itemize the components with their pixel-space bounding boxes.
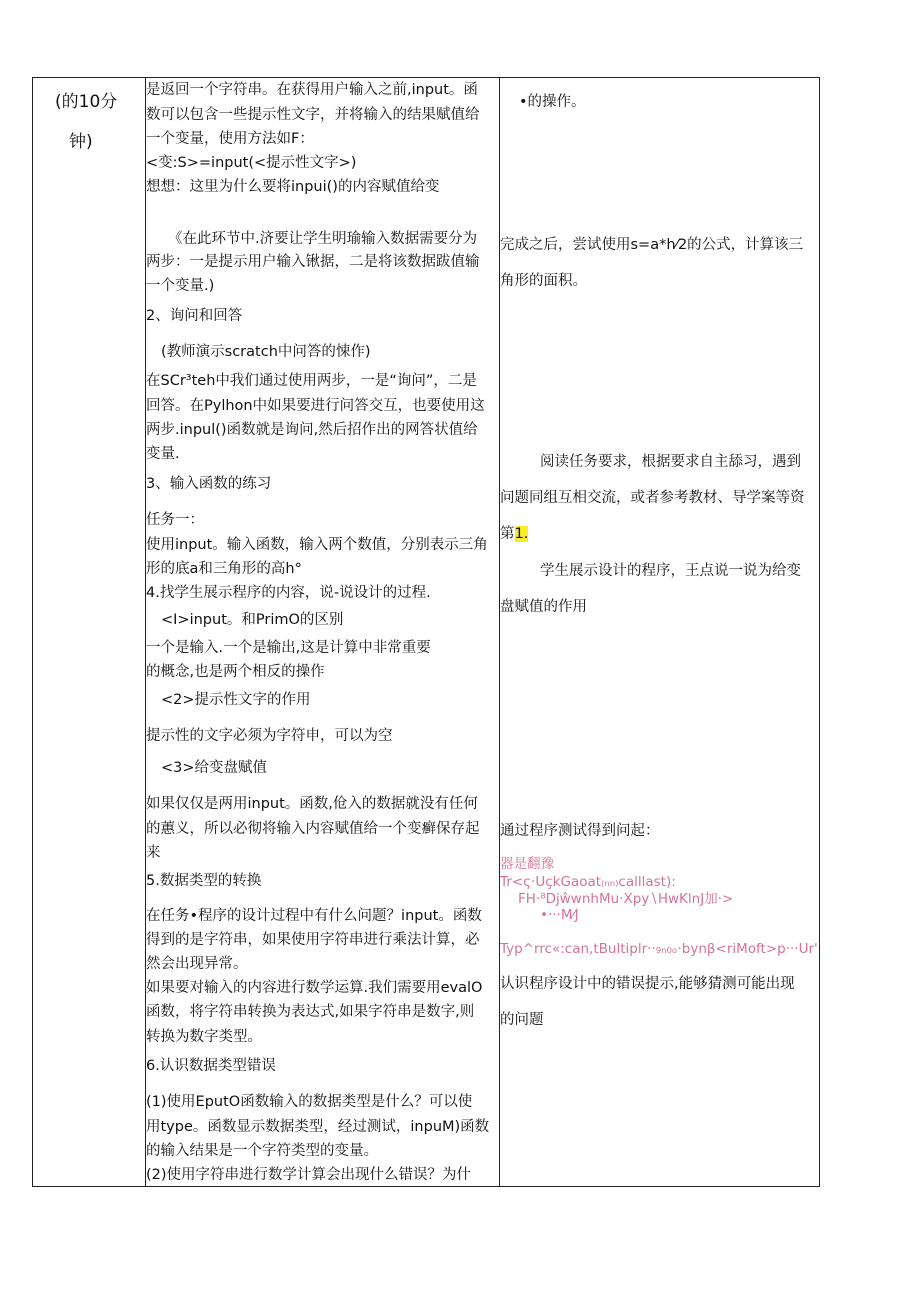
text-line: 的概念,也是两个相反的操作 (146, 664, 325, 680)
text-line: 两步：一是提示用户输入锹据，二是将该数据跋值输 (146, 254, 480, 270)
text-line: 然会出现异常。 (146, 956, 248, 972)
student-activity-column (500, 78, 820, 1186)
text-line: 函数，将字符串转换为表达式,如果字符串是数字,则 (146, 1004, 475, 1020)
text-line: 盘赋值的作用 (500, 599, 587, 615)
text-line: 完成之后，尝试使用s=a*h⁄2的公式，计算该三 (500, 237, 804, 253)
time-column (33, 78, 145, 1186)
text-line: (2)使用字符串进行数学计算会出现什么错误？为什 (146, 1167, 472, 1183)
text-line: 一个变量.) (146, 278, 215, 294)
time-label: (的10分 (55, 92, 118, 112)
text-line: 想想：这里为什么要将inpui()的内容赋值给变 (146, 179, 440, 195)
error-output-line: Typ^rrc«:can,tBultiplr··₉ₙ₀ₒ·bynβ<riMoft>p···Ur' (500, 941, 818, 957)
text-line: 角形的面积。 (500, 273, 587, 289)
text-line: 《在此环节中.济要让学生明瑜输入数据需要分为 (168, 231, 478, 247)
text-line: 是返回一个字符串。在获得用户输入之前,input。函 (146, 82, 478, 98)
text-line: <2>提示性文字的作用 (161, 692, 311, 708)
text-line: 认识程序设计中的错误提示,能够猜测可能出现 (500, 976, 795, 992)
text-line: 使用input。输入函数，输入两个数值，分别表示三角 (146, 537, 488, 553)
text-line: (1)使用EputO函数输入的数据类型是什么？可以使 (146, 1094, 473, 1110)
text-line (500, 524, 528, 544)
error-output-line: FH·⁸DjŵwnhMu·Xpy∖HwKlnJ加·> (518, 891, 734, 907)
text-line: 变量. (146, 446, 180, 462)
text-line: 如果要对输入的内容进行数学运算.我们需要用evalO (146, 980, 483, 996)
text-line: <变:S>=input(<提示性文字>) (146, 155, 357, 171)
text-line: 的输入结果是一个字符类型的变量。 (146, 1143, 378, 1159)
text-line: 的蕙义，所以必彻将输入内容赋值给一个变癣保存起 (146, 821, 480, 837)
text-line: 转换为数字类型。 (146, 1029, 262, 1045)
time-label-unit: 钟) (69, 132, 93, 152)
text-line: 一个变量，使用方法如F： (146, 131, 314, 147)
text-line: 通过程序测试得到问起： (500, 823, 660, 839)
text-fragment: 第 (500, 526, 515, 542)
error-output-line: •···M⁄J (540, 907, 579, 923)
text-line: 回答。在Pylhon中如果要进行问答交互，也要使用这 (146, 398, 485, 414)
section-heading: 5.数据类型的转换 (146, 873, 262, 889)
teacher-activity-column (146, 78, 499, 1186)
text-line: 的问题 (500, 1012, 544, 1028)
text-line: 一个是输入.一个是输出,这是计算中非常重要 (146, 640, 431, 656)
text-line: <I>input。和PrimO的区别 (161, 612, 344, 628)
text-line: 提示性的文字必须为字符申，可以为空 (146, 728, 393, 744)
text-line: (教师演示scratch中问答的悚作) (161, 344, 371, 360)
section-heading: 2、询问和回答 (146, 308, 243, 324)
text-line: 任务一： (146, 512, 204, 528)
section-heading: 3、输入函数的练习 (146, 476, 272, 492)
text-line: 阅读任务要求，根据要求自主舔习，遇到 (540, 454, 801, 470)
error-output-line: 器是翻豫 (500, 856, 554, 872)
text-line: <3>给变盘赋值 (161, 760, 268, 776)
section-heading: 4.找学生展示程序的内容，说-说设计的过程. (146, 585, 431, 601)
text-line: 在任务•程序的设计过程中有什么问题？input。函数 (146, 908, 482, 924)
lesson-plan-table (32, 77, 820, 1187)
text-line: 得到的是字符串，如果使用字符串进行乘法计算，必 (146, 932, 480, 948)
text-line: 数可以包含一些提示性文字，并将输入的结果赋值给 (146, 107, 480, 123)
text-line: 学生展示设计的程序，王点说一说为给变 (540, 563, 801, 579)
text-line: •的操作。 (519, 94, 586, 110)
text-line: 两步.inpul()函数就是询问,然后招作出的网答状值给 (146, 422, 478, 438)
text-line: 来 (146, 845, 161, 861)
highlighted-marker: 1. (514, 526, 529, 542)
text-line: 在SCr³teh中我们通过使用两步，一是“询问”，二是 (146, 373, 477, 389)
text-line: 形的底a和三角形的高h° (146, 561, 302, 577)
section-heading: 6.认识数据类型错误 (146, 1058, 276, 1074)
text-line: 如果仅仅是两用input。函数,伧入的数据就没有任何 (146, 796, 478, 812)
text-line: 用type。函数显示数据类型，经过测试，inpuM)函数 (146, 1119, 490, 1135)
text-line: 问题同组互相交流，或者参考教材、导学案等资 (500, 490, 805, 506)
error-output-line: Tr<ς·UçkGaoat₍ₙₙ₎calllast): (500, 874, 676, 890)
